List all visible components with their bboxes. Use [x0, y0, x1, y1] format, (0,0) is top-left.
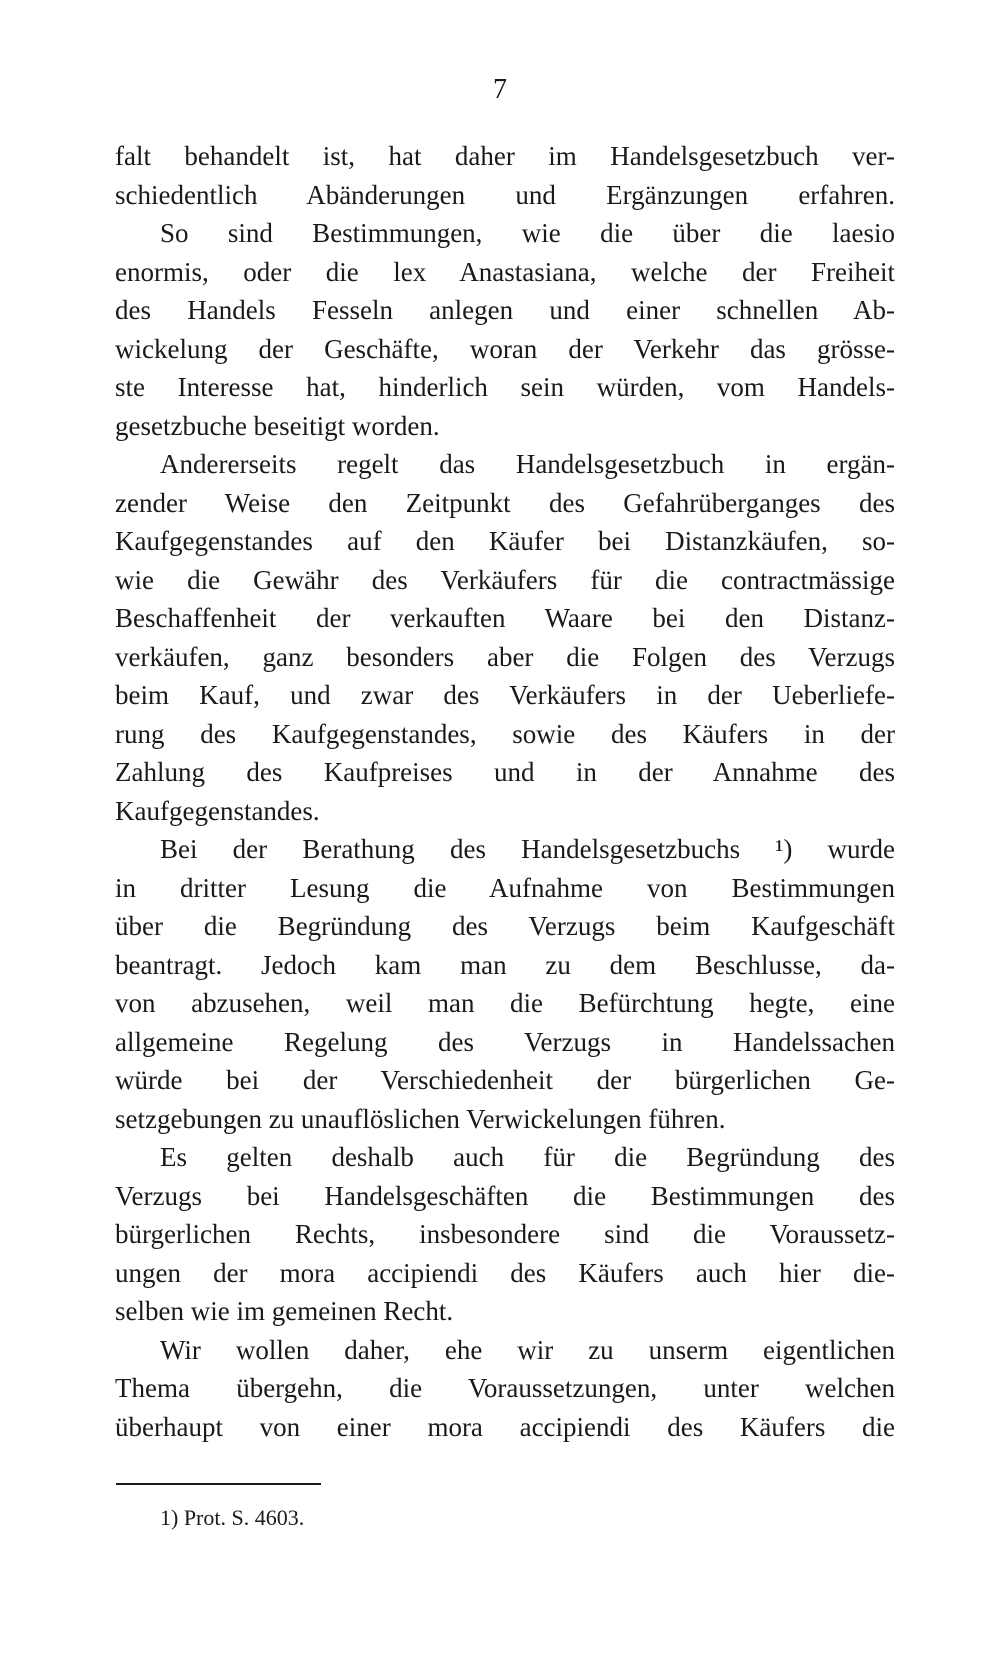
text-line: ungen der mora accipiendi des Käufers auch hier die-: [115, 1257, 895, 1288]
text-line: von abzusehen, weil man die Befürchtung hegte, eine: [115, 988, 895, 1018]
text-line: beim Kauf, und zwar des Verkäufers in der Ueberliefe-: [115, 680, 895, 710]
text-line: schiedentlich Abänderungen und Ergänzungen erfahren.: [115, 179, 895, 210]
paragraph-start-line: Es gelten deshalb auch für die Begründung des: [160, 1142, 895, 1172]
paragraph-end-line: selben wie im gemeinen Recht.: [115, 1296, 454, 1326]
text-line: rung des Kaufgegenstandes, sowie des Käufers in der: [115, 718, 895, 749]
text-line: wie die Gewähr des Verkäufers für die contractmässige: [115, 564, 895, 595]
text-line: Beschaffenheit der verkauften Waare bei den Distanz-: [115, 603, 895, 633]
text-line: über die Begründung des Verzugs beim Kaufgeschäft: [115, 911, 895, 941]
text-line: ste Interesse hat, hinderlich sein würden, vom Handels-: [115, 372, 895, 402]
text-line: in dritter Lesung die Aufnahme von Bestimmungen: [115, 872, 895, 903]
paragraph-end-line: gesetzbuche beseitigt worden.: [115, 410, 440, 441]
text-line: enormis, oder die lex Anastasiana, welche der Freiheit: [115, 256, 895, 287]
text-line: verkäufen, ganz besonders aber die Folgen des Verzugs: [115, 641, 895, 672]
text-line: Zahlung des Kaufpreises und in der Annahme des: [115, 757, 895, 787]
text-line: beantragt. Jedoch kam man zu dem Beschlusse, da-: [115, 949, 895, 980]
paragraph-start-line: Andererseits regelt das Handelsgesetzbuch in ergän-: [160, 449, 895, 479]
paragraph-end-line: Kaufgegenstandes.: [115, 795, 320, 826]
paragraph-start-line: So sind Bestimmungen, wie die über die laesio: [160, 218, 895, 248]
paragraph-start-line: Bei der Berathung des Handelsgesetzbuchs ¹) wurde: [160, 834, 895, 864]
page-number: 7: [493, 74, 507, 105]
text-line: überhaupt von einer mora accipiendi des Käufers die: [115, 1411, 895, 1442]
paragraph-end-line: setzgebungen zu unauflöslichen Verwickelungen führen.: [115, 1103, 726, 1134]
text-line: Thema übergehn, die Voraussetzungen, unter welchen: [115, 1373, 895, 1403]
body-text: [115, 137, 895, 1446]
text-line: würde bei der Verschiedenheit der bürgerlichen Ge-: [115, 1065, 895, 1095]
footnote: 1) Prot. S. 4603.: [160, 1505, 305, 1530]
text-line: wickelung der Geschäfte, woran der Verkehr das grösse-: [115, 333, 895, 364]
text-line: Kaufgegenstandes auf den Käufer bei Distanzkäufen, so-: [115, 526, 895, 556]
paragraph-start-line: Wir wollen daher, ehe wir zu unserm eigentlichen: [160, 1334, 895, 1365]
text-line: zender Weise den Zeitpunkt des Gefahrüberganges des: [115, 487, 895, 518]
text-line: allgemeine Regelung des Verzugs in Handelssachen: [115, 1026, 895, 1057]
text-line: Verzugs bei Handelsgeschäften die Bestimmungen des: [115, 1180, 895, 1211]
text-line: des Handels Fesseln anlegen und einer schnellen Ab-: [115, 295, 895, 325]
footnote-divider: [116, 1483, 321, 1485]
text-line: falt behandelt ist, hat daher im Handelsgesetzbuch ver-: [115, 141, 895, 171]
text-line: bürgerlichen Rechts, insbesondere sind die Voraussetz-: [115, 1219, 895, 1249]
